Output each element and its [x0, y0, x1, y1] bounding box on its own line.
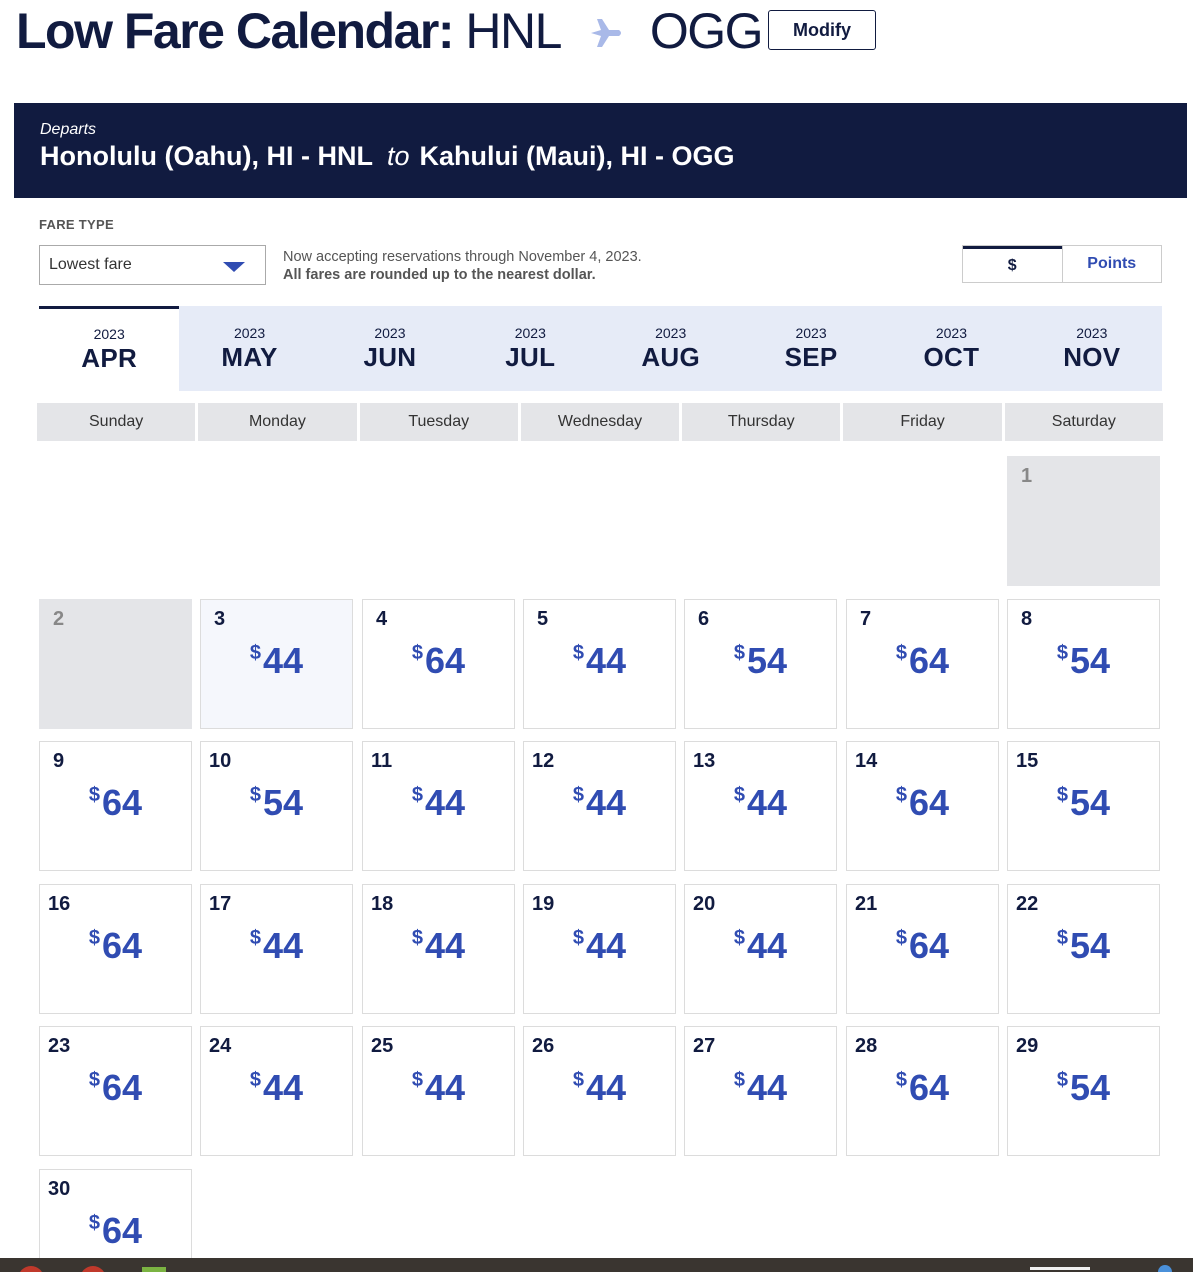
- weekday-sunday: Sunday: [37, 403, 195, 441]
- currency-symbol: $: [733, 784, 746, 806]
- taskbar-app-icon[interactable]: [18, 1266, 44, 1272]
- calendar-day-cell[interactable]: [39, 884, 192, 1014]
- fare-type-label: FARE TYPE: [39, 217, 114, 232]
- fare-type-value: Lowest fare: [49, 256, 132, 273]
- calendar-day-cell[interactable]: [523, 599, 676, 729]
- weekday-tuesday: Tuesday: [360, 403, 518, 441]
- fare-amount: 64: [909, 925, 950, 966]
- calendar-day-cell[interactable]: [39, 1026, 192, 1156]
- destination-city: Kahului (Maui), HI - OGG: [419, 141, 735, 171]
- fare-amount: 64: [425, 640, 466, 681]
- chevron-down-icon: [223, 262, 245, 272]
- to-label: to: [386, 141, 410, 171]
- day-number: 13: [693, 750, 716, 772]
- day-number: 25: [371, 1035, 394, 1057]
- day-number: 1: [1021, 465, 1033, 487]
- fare-amount: 44: [747, 925, 788, 966]
- weekday-thursday: Thursday: [682, 403, 840, 441]
- tab-month-label: MAY: [221, 341, 278, 372]
- calendar-day-cell[interactable]: [39, 1169, 192, 1272]
- calendar-day-cell[interactable]: [1007, 599, 1160, 729]
- tab-year: 2023: [233, 324, 266, 341]
- weekday-wednesday: Wednesday: [521, 403, 679, 441]
- fare-price: [363, 782, 514, 824]
- page-title-row: [16, 2, 762, 60]
- tab-month-aug[interactable]: [601, 306, 741, 391]
- currency-symbol: $: [411, 642, 424, 664]
- day-number: 22: [1016, 893, 1039, 915]
- day-number: 17: [209, 893, 232, 915]
- calendar-day-cell[interactable]: [362, 884, 515, 1014]
- taskbar-app-icon[interactable]: [142, 1267, 166, 1272]
- fare-price: [685, 640, 836, 682]
- os-taskbar: [0, 1258, 1193, 1272]
- fare-amount: 64: [102, 1067, 143, 1108]
- fare-amount: 64: [102, 782, 143, 823]
- tab-month-label: APR: [81, 343, 138, 373]
- day-number: 19: [532, 893, 555, 915]
- calendar-day-cell[interactable]: [200, 599, 353, 729]
- day-number: 10: [209, 750, 232, 772]
- currency-symbol: $: [88, 1069, 101, 1091]
- fare-price: [524, 782, 675, 824]
- weekday-header: [37, 403, 1163, 441]
- day-number: 15: [1016, 750, 1039, 772]
- fare-price: [847, 640, 998, 682]
- calendar-day-cell[interactable]: [523, 741, 676, 871]
- calendar-day-cell: [39, 599, 192, 729]
- calendar-day-cell[interactable]: [362, 1026, 515, 1156]
- day-number: 3: [214, 608, 226, 630]
- departs-label: Departs: [40, 121, 97, 138]
- fare-amount: 54: [1070, 782, 1111, 823]
- currency-symbol: $: [249, 784, 262, 806]
- calendar-day-cell[interactable]: [684, 741, 837, 871]
- tab-month-nov[interactable]: [1022, 306, 1162, 391]
- fare-type-select[interactable]: [39, 245, 266, 285]
- calendar-day-cell[interactable]: [200, 741, 353, 871]
- fare-amount: 44: [263, 640, 304, 681]
- currency-symbol: $: [1056, 784, 1069, 806]
- currency-symbol: $: [88, 1212, 101, 1234]
- tab-year: 2023: [1076, 324, 1108, 341]
- calendar-day-cell[interactable]: [846, 741, 999, 871]
- currency-symbol: $: [572, 642, 585, 664]
- fare-price: [363, 640, 514, 682]
- day-number: 30: [48, 1178, 71, 1200]
- calendar-day-cell[interactable]: [523, 1026, 676, 1156]
- tab-year: 2023: [374, 324, 406, 341]
- currency-symbol: $: [733, 927, 746, 949]
- fare-amount: 44: [263, 1067, 304, 1108]
- fare-price: [1008, 1067, 1159, 1109]
- calendar-day-cell[interactable]: [684, 884, 837, 1014]
- fare-amount: 54: [263, 782, 304, 823]
- tab-month-label: SEP: [784, 341, 838, 372]
- dollars-toggle-button[interactable]: $: [963, 246, 1062, 282]
- route-summary: [40, 141, 1161, 172]
- tab-year: 2023: [935, 324, 968, 341]
- tab-year: 2023: [93, 326, 125, 342]
- taskbar-app-icon[interactable]: [1158, 1265, 1172, 1272]
- tab-month-label: JUL: [505, 341, 556, 372]
- fare-price: [847, 782, 998, 824]
- fare-price: [685, 782, 836, 824]
- day-number: 23: [48, 1035, 71, 1057]
- fare-amount: 64: [909, 1067, 950, 1108]
- calendar-day-cell[interactable]: [1007, 1026, 1160, 1156]
- fare-amount: 54: [747, 640, 788, 681]
- day-number: 24: [209, 1035, 232, 1057]
- tab-month-label: NOV: [1063, 341, 1121, 372]
- day-number: 8: [1021, 608, 1033, 630]
- day-number: 4: [376, 608, 388, 630]
- fare-price: [363, 1067, 514, 1109]
- weekday-monday: Monday: [198, 403, 356, 441]
- fare-amount: 64: [102, 925, 143, 966]
- currency-symbol: $: [572, 784, 585, 806]
- fare-amount: 44: [425, 925, 466, 966]
- page-title-text: Low Fare Calendar:: [16, 3, 453, 59]
- tab-month-label: OCT: [923, 341, 980, 372]
- calendar-day-cell[interactable]: [200, 884, 353, 1014]
- fare-price: [40, 1067, 191, 1109]
- currency-symbol: $: [572, 1069, 585, 1091]
- currency-symbol: $: [572, 927, 585, 949]
- tab-month-apr[interactable]: [39, 306, 179, 391]
- currency-symbol: $: [88, 784, 101, 806]
- fare-price: [847, 1067, 998, 1109]
- calendar-day-cell[interactable]: [1007, 884, 1160, 1014]
- fare-price: [201, 1067, 352, 1109]
- tab-year: 2023: [655, 324, 687, 341]
- calendar-day-cell: [1007, 456, 1160, 586]
- day-number: 21: [855, 893, 878, 915]
- fare-amount: 54: [1070, 640, 1111, 681]
- weekday-saturday: Saturday: [1005, 403, 1163, 441]
- fare-price: [685, 1067, 836, 1109]
- day-number: 18: [371, 893, 394, 915]
- fare-price: [201, 782, 352, 824]
- fare-amount: 54: [1070, 925, 1111, 966]
- day-number: 20: [693, 893, 716, 915]
- tab-year: 2023: [795, 324, 827, 341]
- origin-code: HNL: [465, 3, 560, 59]
- fare-price: [1008, 782, 1159, 824]
- fare-amount: 44: [586, 1067, 627, 1108]
- fare-amount: 44: [586, 782, 627, 823]
- fare-price: [40, 925, 191, 967]
- currency-symbol: $: [895, 642, 908, 664]
- day-number: 16: [48, 893, 71, 915]
- day-number: 14: [855, 750, 878, 772]
- fare-price: [1008, 925, 1159, 967]
- currency-symbol: $: [411, 784, 424, 806]
- currency-symbol: $: [733, 642, 746, 664]
- day-number: 26: [532, 1035, 555, 1057]
- origin-city: Honolulu (Oahu), HI - HNL: [40, 141, 373, 171]
- day-number: 11: [371, 750, 393, 772]
- modify-button[interactable]: Modify: [768, 10, 876, 50]
- page-title: [16, 2, 762, 60]
- fare-amount: 64: [102, 1210, 143, 1251]
- fare-price: [40, 1210, 191, 1252]
- calendar-day-cell[interactable]: [846, 599, 999, 729]
- currency-symbol: $: [411, 1069, 424, 1091]
- currency-symbol: $: [895, 784, 908, 806]
- tab-month-label: AUG: [641, 341, 701, 372]
- currency-symbol: $: [411, 927, 424, 949]
- calendar-day-cell[interactable]: [523, 884, 676, 1014]
- points-toggle-button[interactable]: Points: [1062, 246, 1162, 282]
- day-number: 7: [860, 608, 872, 630]
- tab-month-jun[interactable]: [320, 306, 460, 391]
- fare-amount: 44: [263, 925, 304, 966]
- currency-symbol: $: [895, 1069, 908, 1091]
- notice-line-1: Now accepting reservations through November 4, 2023.: [283, 249, 642, 265]
- day-number: 28: [855, 1035, 878, 1057]
- fare-amount: 44: [586, 925, 627, 966]
- day-number: 29: [1016, 1035, 1039, 1057]
- day-number: 2: [53, 608, 65, 630]
- currency-symbol: $: [895, 927, 908, 949]
- calendar-day-cell[interactable]: [684, 1026, 837, 1156]
- fare-amount: 44: [747, 1067, 788, 1108]
- fare-price: [524, 1067, 675, 1109]
- calendar-day-cell[interactable]: [200, 1026, 353, 1156]
- fare-amount: 54: [1070, 1067, 1111, 1108]
- taskbar-indicator: [1030, 1267, 1090, 1270]
- calendar-day-cell[interactable]: [1007, 741, 1160, 871]
- fare-amount: 44: [425, 1067, 466, 1108]
- calendar-day-cell[interactable]: [39, 741, 192, 871]
- currency-symbol: $: [249, 1069, 262, 1091]
- fare-price: [201, 925, 352, 967]
- fare-amount: 64: [909, 782, 950, 823]
- fare-amount: 44: [586, 640, 627, 681]
- day-number: 9: [53, 750, 65, 772]
- fare-price: [524, 925, 675, 967]
- tab-month-sep[interactable]: [741, 306, 881, 391]
- tab-month-jul[interactable]: [460, 306, 600, 391]
- notice-line-2: All fares are rounded up to the nearest dollar.: [283, 267, 596, 283]
- tab-month-label: JUN: [363, 341, 417, 372]
- currency-symbol: $: [1056, 642, 1069, 664]
- fare-amount: 44: [747, 782, 788, 823]
- month-tabs: [39, 306, 1162, 391]
- reservation-notice: [283, 248, 642, 284]
- fare-price: [524, 640, 675, 682]
- calendar-day-cell[interactable]: [684, 599, 837, 729]
- currency-symbol: $: [1056, 1069, 1069, 1091]
- weekday-friday: Friday: [843, 403, 1001, 441]
- currency-toggle: [962, 245, 1162, 283]
- calendar-day-cell[interactable]: [846, 884, 999, 1014]
- fare-amount: 44: [425, 782, 466, 823]
- calendar-day-cell[interactable]: [362, 599, 515, 729]
- airplane-icon: [589, 17, 623, 49]
- calendar-day-cell[interactable]: [846, 1026, 999, 1156]
- day-number: 27: [693, 1035, 716, 1057]
- day-number: 5: [537, 608, 549, 630]
- calendar-day-cell[interactable]: [362, 741, 515, 871]
- tab-month-may[interactable]: [179, 306, 319, 391]
- tab-month-oct[interactable]: [881, 306, 1021, 391]
- taskbar-app-icon[interactable]: [80, 1266, 106, 1272]
- currency-symbol: $: [249, 642, 262, 664]
- fare-amount: 64: [909, 640, 950, 681]
- day-number: 6: [698, 608, 710, 630]
- currency-symbol: $: [733, 1069, 746, 1091]
- destination-code: OGG: [649, 3, 763, 59]
- fare-price: [40, 782, 191, 824]
- fare-price: [847, 925, 998, 967]
- fare-price: [1008, 640, 1159, 682]
- day-number: 12: [532, 750, 555, 772]
- fare-price: [363, 925, 514, 967]
- currency-symbol: $: [88, 927, 101, 949]
- fare-price: [685, 925, 836, 967]
- currency-symbol: $: [249, 927, 262, 949]
- route-banner: [14, 103, 1187, 198]
- currency-symbol: $: [1056, 927, 1069, 949]
- fare-price: [201, 640, 352, 682]
- tab-year: 2023: [514, 324, 546, 341]
